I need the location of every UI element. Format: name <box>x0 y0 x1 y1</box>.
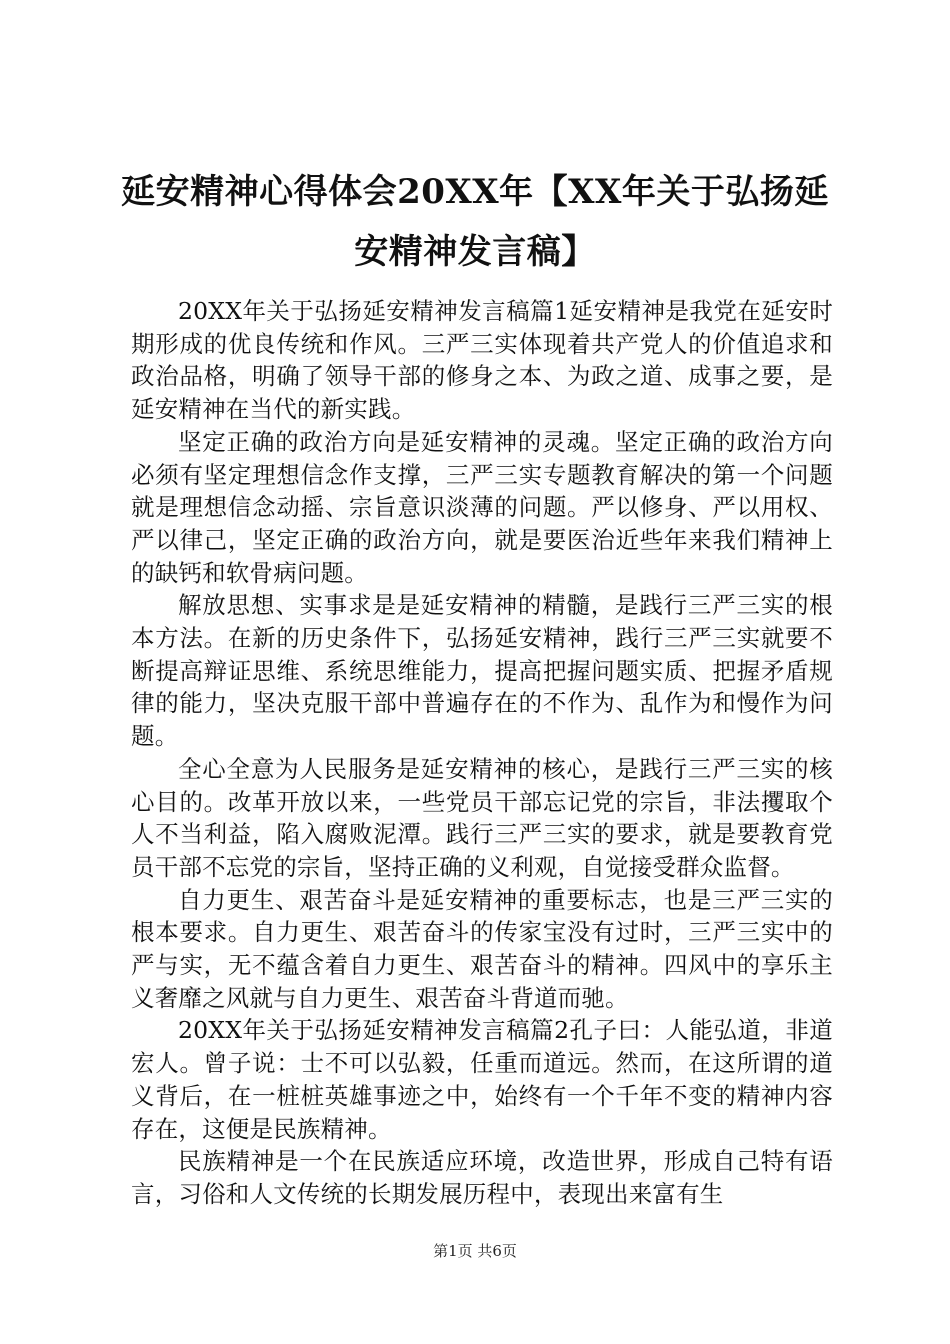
document-title: 延安精神心得体会20XX年【XX年关于弘扬延安精神发言稿】 <box>121 172 829 272</box>
paragraph-2: 坚定正确的政治方向是延安精神的灵魂。坚定正确的政治方向必须有坚定理想信念作支撑，三严三实专题教育解决的第一个问题就是理想信念动摇、宗旨意识淡薄的问题。严以修身、严以用权、严以律己，坚定正确的政治方向，就是要医治近些年来我们精神上的缺钙和软骨病问题。 <box>131 427 833 587</box>
paragraph-3: 解放思想、实事求是是延安精神的精髓，是践行三严三实的根本方法。在新的历史条件下，弘扬延安精神，践行三严三实就要不断提高辩证思维、系统思维能力，提高把握问题实质、把握矛盾规律的能力，坚决克服干部中普遍存在的不作为、乱作为和慢作为问题。 <box>131 591 833 751</box>
paragraph-6: 20XX年关于弘扬延安精神发言稿篇2孔子曰：人能弘道，非道宏人。曾子说：士不可以弘毅，任重而道远。然而，在这所谓的道义背后，在一桩桩英雄事迹之中，始终有一个千年不变的精神内容存在，这便是民族精神。 <box>131 1016 833 1143</box>
paragraph-1: 20XX年关于弘扬延安精神发言稿篇1延安精神是我党在延安时期形成的优良传统和作风。三严三实体现着共产党人的价值追求和政治品格，明确了领导干部的修身之本、为政之道、成事之要，是延安精神在当代的新实践。 <box>131 297 833 424</box>
paragraph-7: 民族精神是一个在民族适应环境，改造世界，形成自己特有语言，习俗和人文传统的长期发展历程中，表现出来富有生 <box>131 1147 833 1208</box>
paragraph-4: 全心全意为人民服务是延安精神的核心，是践行三严三实的核心目的。改革开放以来，一些党员干部忘记党的宗旨，非法攫取个人不当利益，陷入腐败泥潭。践行三严三实的要求，就是要教育党员干部不忘党的宗旨，坚持正确的义利观，自觉接受群众监督。 <box>131 754 833 881</box>
document-body <box>131 295 833 1211</box>
paragraph-5: 自力更生、艰苦奋斗是延安精神的重要标志，也是三严三实的根本要求。自力更生、艰苦奋斗的传家宝没有过时，三严三实中的严与实，无不蕴含着自力更生、艰苦奋斗的精神。四风中的享乐主义奢靡之风就与自力更生、艰苦奋斗背道而驰。 <box>131 885 833 1012</box>
page-number-footer: 第1页 共6页 <box>433 1242 517 1260</box>
